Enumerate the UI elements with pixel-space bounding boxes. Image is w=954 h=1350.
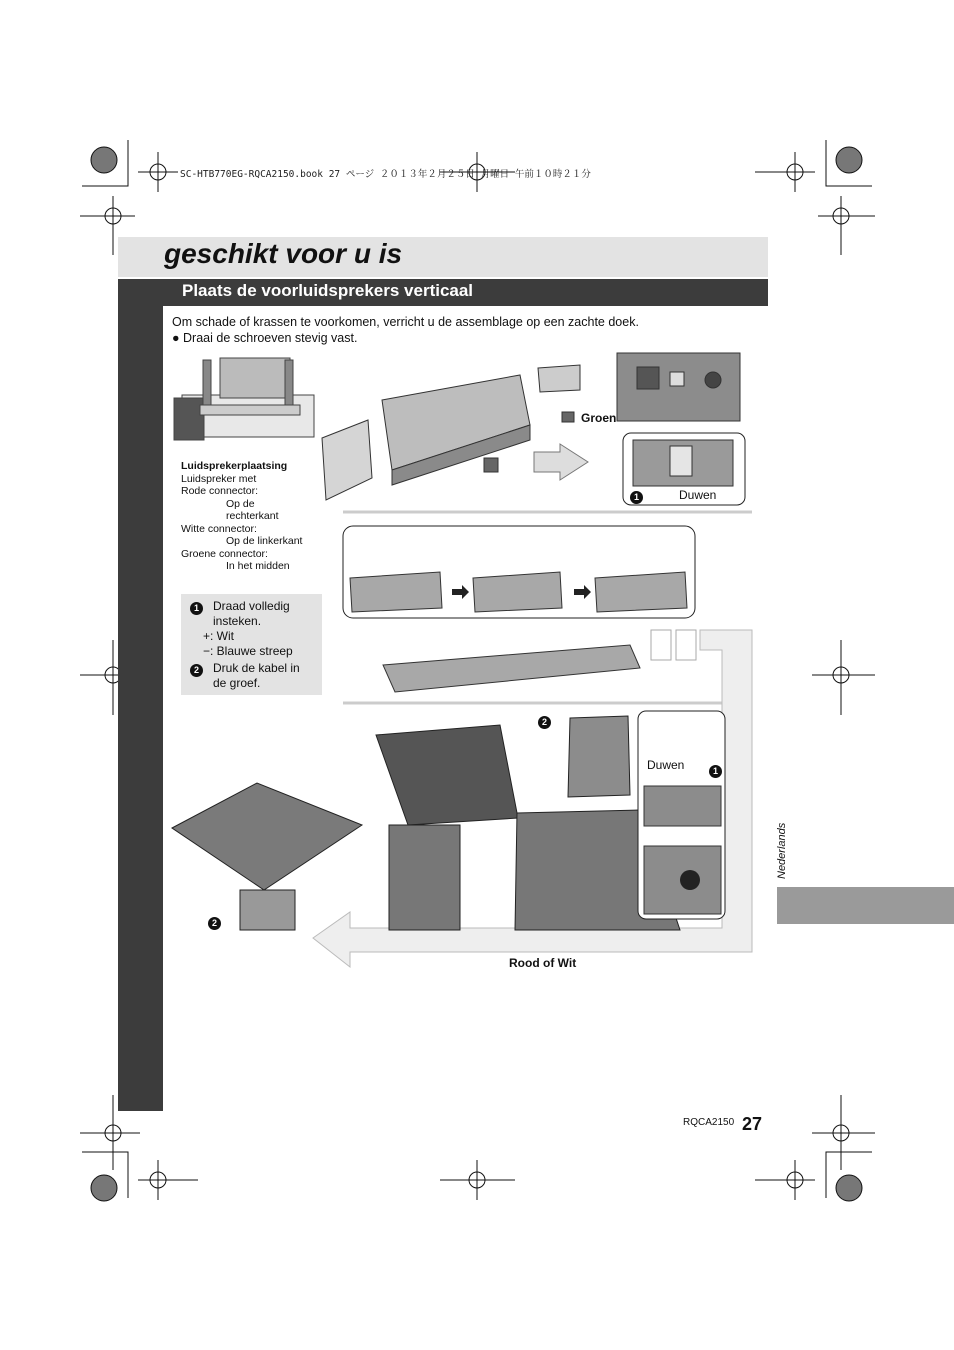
label-groen: Groen [581, 411, 617, 425]
marker-1: 1 [709, 765, 722, 778]
step-number-1: 1 [190, 602, 203, 615]
placement-line: In het midden [226, 560, 290, 572]
document-code: RQCA2150 [683, 1117, 735, 1128]
step-number-2: 2 [190, 664, 203, 677]
placement-line: Groene connector: [181, 547, 268, 560]
placement-line: Witte connector: [181, 522, 257, 535]
placement-line: Op de [226, 497, 255, 510]
marker-2: 2 [208, 917, 221, 930]
legend-line: insteken. [213, 614, 262, 628]
placement-line: Luidspreker met [181, 472, 257, 485]
legend-box [181, 594, 322, 695]
label-duwen: Duwen [679, 488, 717, 502]
book-reference-line: SC-HTB770EG-RQCA2150.book 27 ページ ２０１３年２月２５日 月曜日 午前１０時２１分 [180, 169, 591, 180]
placement-line: rechterkant [226, 510, 279, 522]
bullet-text: ● Draai de schroeven stevig vast. [172, 331, 358, 345]
placement-heading: Luidsprekerplaatsing [181, 460, 288, 472]
legend-line: +: Wit [203, 629, 235, 643]
page-title: geschikt voor u is [164, 238, 403, 269]
left-color-bar [118, 279, 163, 1111]
label-duwen: Duwen [647, 758, 685, 772]
placement-line: Op de linkerkant [226, 535, 303, 547]
marker-1: 1 [630, 491, 643, 504]
speaker-placement [181, 460, 321, 573]
section-title: Plaats de voorluidsprekers verticaal [182, 281, 474, 300]
placement-line: Rode connector: [181, 485, 259, 497]
page-number: 27 [742, 1114, 763, 1134]
legend-line: −: Blauwe streep [203, 644, 293, 658]
legend-line: Draad volledig [213, 599, 290, 613]
legend-line: de groef. [213, 676, 261, 690]
language-label: Nederlands [776, 822, 788, 879]
legend-line: Druk de kabel in [213, 661, 300, 675]
intro-text: Om schade of krassen te voorkomen, verricht u de assemblage op een zachte doek. [172, 315, 639, 329]
label-rood-of-wit: Rood of Wit [509, 956, 577, 970]
marker-2: 2 [538, 716, 551, 729]
language-tab [777, 887, 954, 924]
